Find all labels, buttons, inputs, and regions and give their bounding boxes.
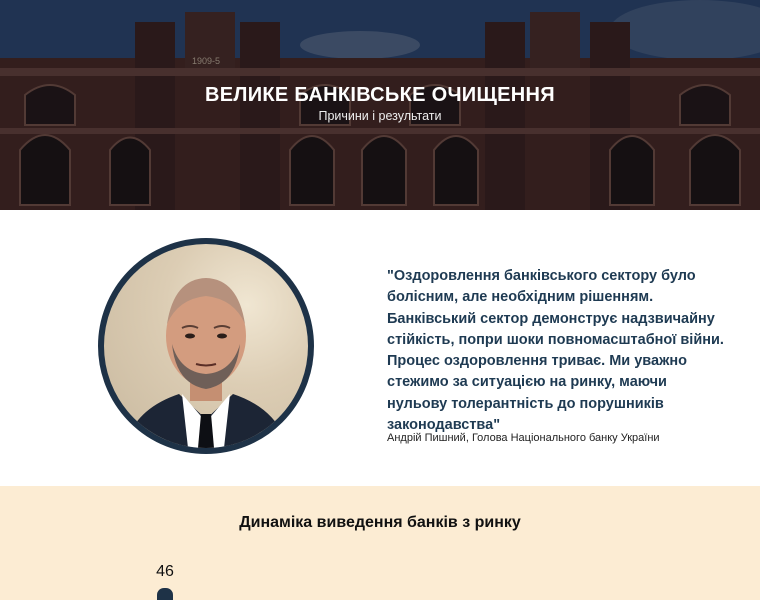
- bar-value-label: 46: [156, 563, 174, 580]
- portrait-illustration: [104, 244, 308, 448]
- svg-text:1909-5: 1909-5: [192, 56, 221, 66]
- speaker-portrait: [98, 238, 314, 454]
- chart-section: [0, 486, 760, 600]
- chart-bar: [157, 588, 173, 600]
- page-subtitle: Причини і результати: [318, 109, 442, 123]
- chart-title: Динаміка виведення банків з ринку: [239, 514, 521, 531]
- page-title: ВЕЛИКЕ БАНКІВСЬКЕ ОЧИЩЕННЯ: [205, 84, 555, 106]
- quote-section: [0, 210, 760, 486]
- quote-author: Андрій Пишний, Голова Національного банку України: [387, 432, 660, 444]
- hero-banner: [0, 0, 760, 210]
- quote-text: "Оздоровлення банківського сектору було болісним, але необхідним рішенням. Банківський сектор демонструє надзвичайну стійкість, попри шоки повномасштабної війни. Процес оздоровлення триває. Ми уважно стежимо за ситуацією на ринку, маючи нульову толерантність до порушників законодавства": [387, 268, 724, 434]
